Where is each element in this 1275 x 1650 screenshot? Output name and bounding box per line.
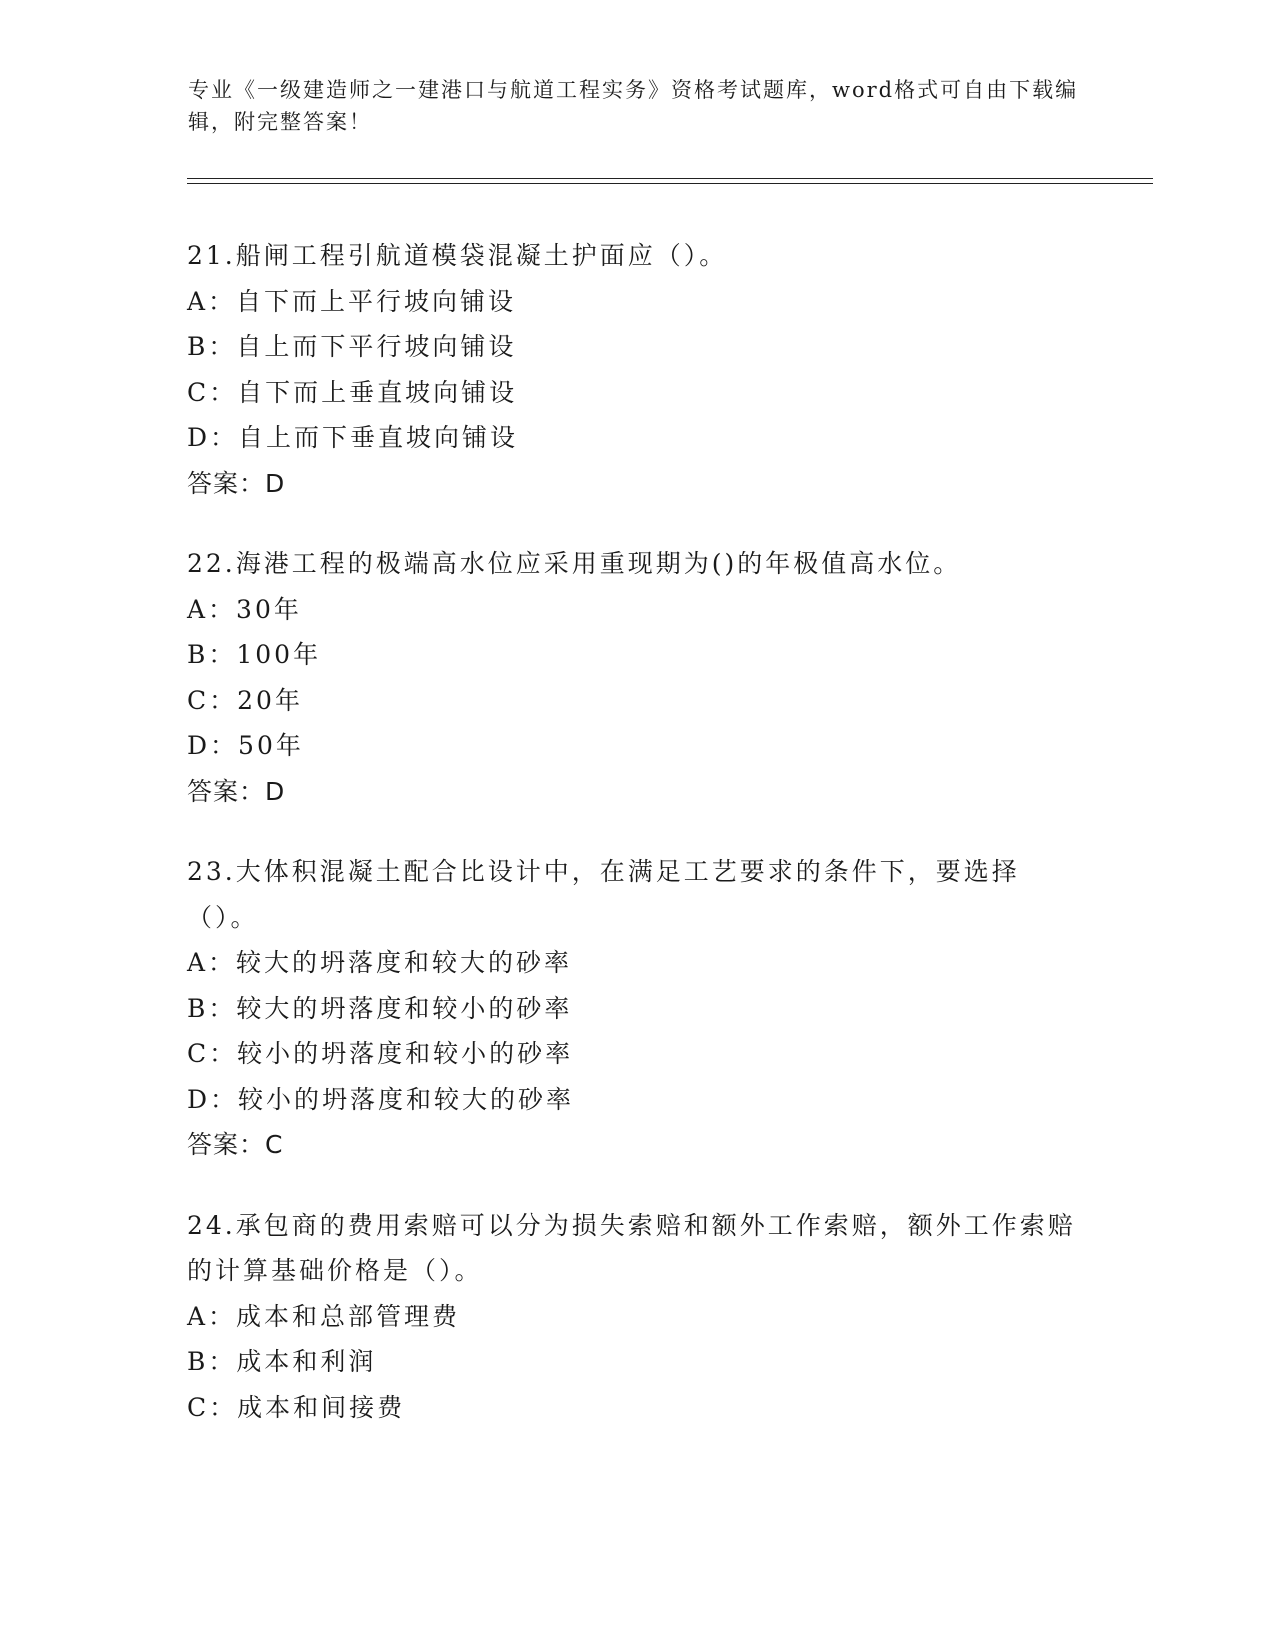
question-stem: 21.船闸工程引航道模袋混凝土护面应（）。 [187,241,728,270]
answer-line: 答案：D [187,776,286,806]
option-d: D：50年 [187,731,304,760]
option-b: B：100年 [187,640,322,669]
question-list [187,233,1087,1465]
answer-line: 答案：C [187,1130,284,1159]
option-d: D：较小的坍落度和较大的砂率 [187,1084,575,1114]
option-d: D：自上而下垂直坡向铺设 [187,423,519,452]
option-b: B：较大的坍落度和较小的砂率 [187,993,573,1023]
answer-line: 答案：D [187,468,286,498]
question-24 [187,1203,1087,1431]
option-a: A：成本和总部管理费 [187,1301,461,1331]
option-a: A：30年 [187,594,302,624]
header-divider-bottom [187,183,1153,184]
option-c: C：较小的坍落度和较小的砂率 [187,1039,574,1068]
question-stem: 23.大体积混凝土配合比设计中，在满足工艺要求的条件下，要选择（）。 [187,857,1020,932]
option-a: A：自下而上平行坡向铺设 [187,286,517,316]
option-a: A：较大的坍落度和较大的砂率 [187,948,573,977]
question-stem: 22.海港工程的极端高水位应采用重现期为()的年极值高水位。 [187,549,962,578]
header-divider-top [187,178,1153,179]
option-b: B：成本和利润 [187,1347,377,1376]
option-c: C：自下而上垂直坡向铺设 [187,377,518,407]
question-stem: 24.承包商的费用索赔可以分为损失索赔和额外工作索赔，额外工作索赔的计算基础价格是（）。 [187,1210,1076,1285]
option-c: C：20年 [187,685,303,715]
document-header: 专业《一级建造师之一建港口与航道工程实务》资格考试题库，word格式可自由下载编辑，附完整答案！ [188,78,1079,134]
option-b: B：自上而下平行坡向铺设 [187,332,517,361]
option-c: C：成本和间接费 [187,1392,406,1422]
question-22 [187,541,1087,814]
question-21 [187,233,1087,506]
question-23 [187,849,1087,1168]
